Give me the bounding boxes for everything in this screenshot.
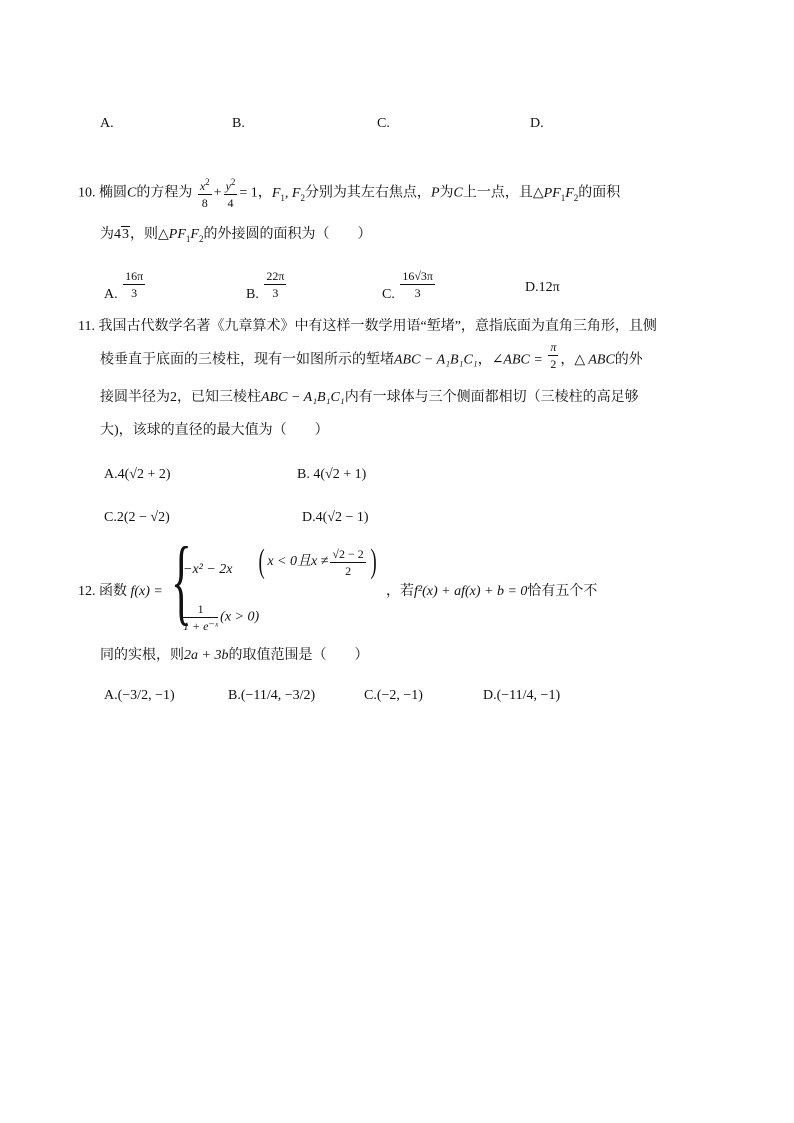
piecewise-case-1: −x² − 2x [183, 562, 233, 577]
question-10-line1: 10. 椭圆C的方程为 $\frac{x^2}{8}$ + $\frac{y^2}{4}$ = 1，$F_1$, $F_2$分别为其左右焦点，P为C上一点，且$\triangle PF_1F_2$的面积 [78, 177, 621, 210]
fraction-y2-4: $\frac{y^2}{4}$ [225, 177, 236, 210]
q12-option-a: A.(−3/2, −1) [104, 688, 175, 703]
question-11-line4: 大)，该球的直径的最大值为（ ） [100, 423, 329, 438]
q10-text: 为 [439, 185, 454, 201]
question-number: 12. [78, 584, 96, 599]
option-d-label: D. [530, 116, 544, 131]
q12-option-d: D.(−11/4, −1) [483, 688, 561, 703]
q12-option-c: C.(−2, −1) [364, 688, 423, 703]
question-12-line1: 12. 函数 f(x) = [78, 584, 163, 599]
q10-option-d: D.12π [525, 280, 560, 295]
q10-option-c: C. $\frac{16√3\pi}{3}$ [382, 269, 433, 302]
question-number: 10. [78, 185, 96, 201]
q10-text: 上一点，且△ [462, 185, 544, 201]
piecewise-case-2: $\frac{1}{\text{1 + e⁻ˣ}}$ (x > 0) [183, 602, 260, 633]
question-number: 11. [78, 319, 95, 334]
piecewise-brace: { [171, 527, 192, 634]
q10-text: 分别为其左右焦点， [304, 185, 431, 201]
q10-text: 的面积 [578, 185, 621, 201]
q10-var-c: C [127, 185, 137, 201]
q11-text: 我国古代数学名著《九章算术》中有这样一数学用语“堑堵”，意指底面为直角三角形，且侧 [98, 319, 657, 334]
q10-option-a: A. $\frac{16\pi}{3}$ [104, 269, 144, 302]
q11-option-a: A.4(√2 + 2) [104, 467, 171, 482]
question-11-line2: 棱垂直于底面的三棱柱，现有一如图所示的堑堵ABC − A₁B₁C₁，∠ABC = $\frac{\pi}{2}$ ，△ ABC的外 [100, 340, 643, 371]
q11-option-c: C.2(2 − √2) [104, 510, 170, 525]
option-b-label: B. [232, 116, 245, 131]
q10-eq: = 1 [239, 185, 258, 201]
q10-option-b: B. $\frac{22\pi}{3}$ [246, 269, 285, 302]
point-p: P [430, 185, 440, 201]
q10-text: 椭圆 [99, 185, 127, 201]
q10-text: 的方程为 [136, 185, 193, 201]
q10-var-c: C [453, 185, 463, 201]
q10-text: 的外接圆的面积为（ ） [203, 227, 372, 242]
fraction-x2-8: $\frac{x^2}{8}$ [199, 177, 210, 210]
piecewise-cond-1: ( x < 0且x ≠ $\frac{√2 - 2}{2}$ ) [258, 543, 377, 580]
option-a-label: A. [100, 116, 114, 131]
q10-text: 为 [100, 227, 114, 242]
triangle-pf1f2: $PF_1F_2$ [543, 185, 579, 203]
foci-names: $F_1$, $F_2$ [271, 185, 305, 203]
question-11-line3: 接圆半径为2，已知三棱柱ABC − A₁B₁C₁内有一球体与三个侧面都相切（三棱柱的高足够 [100, 390, 639, 405]
question-12-line2: 同的实根，则2a + 3b的取值范围是（ ） [100, 648, 369, 663]
question-11-line1 [78, 320, 657, 334]
q10-text: ，则△ [130, 227, 169, 242]
q11-option-d: D.4(√2 − 1) [302, 510, 369, 525]
question-12-line1-tail: ，若f²(x) + af(x) + b = 0恰有五个不 [386, 584, 598, 599]
q11-option-b: B. 4(√2 + 1) [297, 467, 367, 482]
q12-option-b: B.(−11/4, −3/2) [228, 688, 316, 703]
question-10-line2: 为43，则$\triangle PF_1F_2$的外接圆的面积为（ ） [100, 227, 372, 244]
option-c-label: C. [377, 116, 390, 131]
triangle-pf1f2: $PF_1F_2$ [168, 227, 204, 244]
